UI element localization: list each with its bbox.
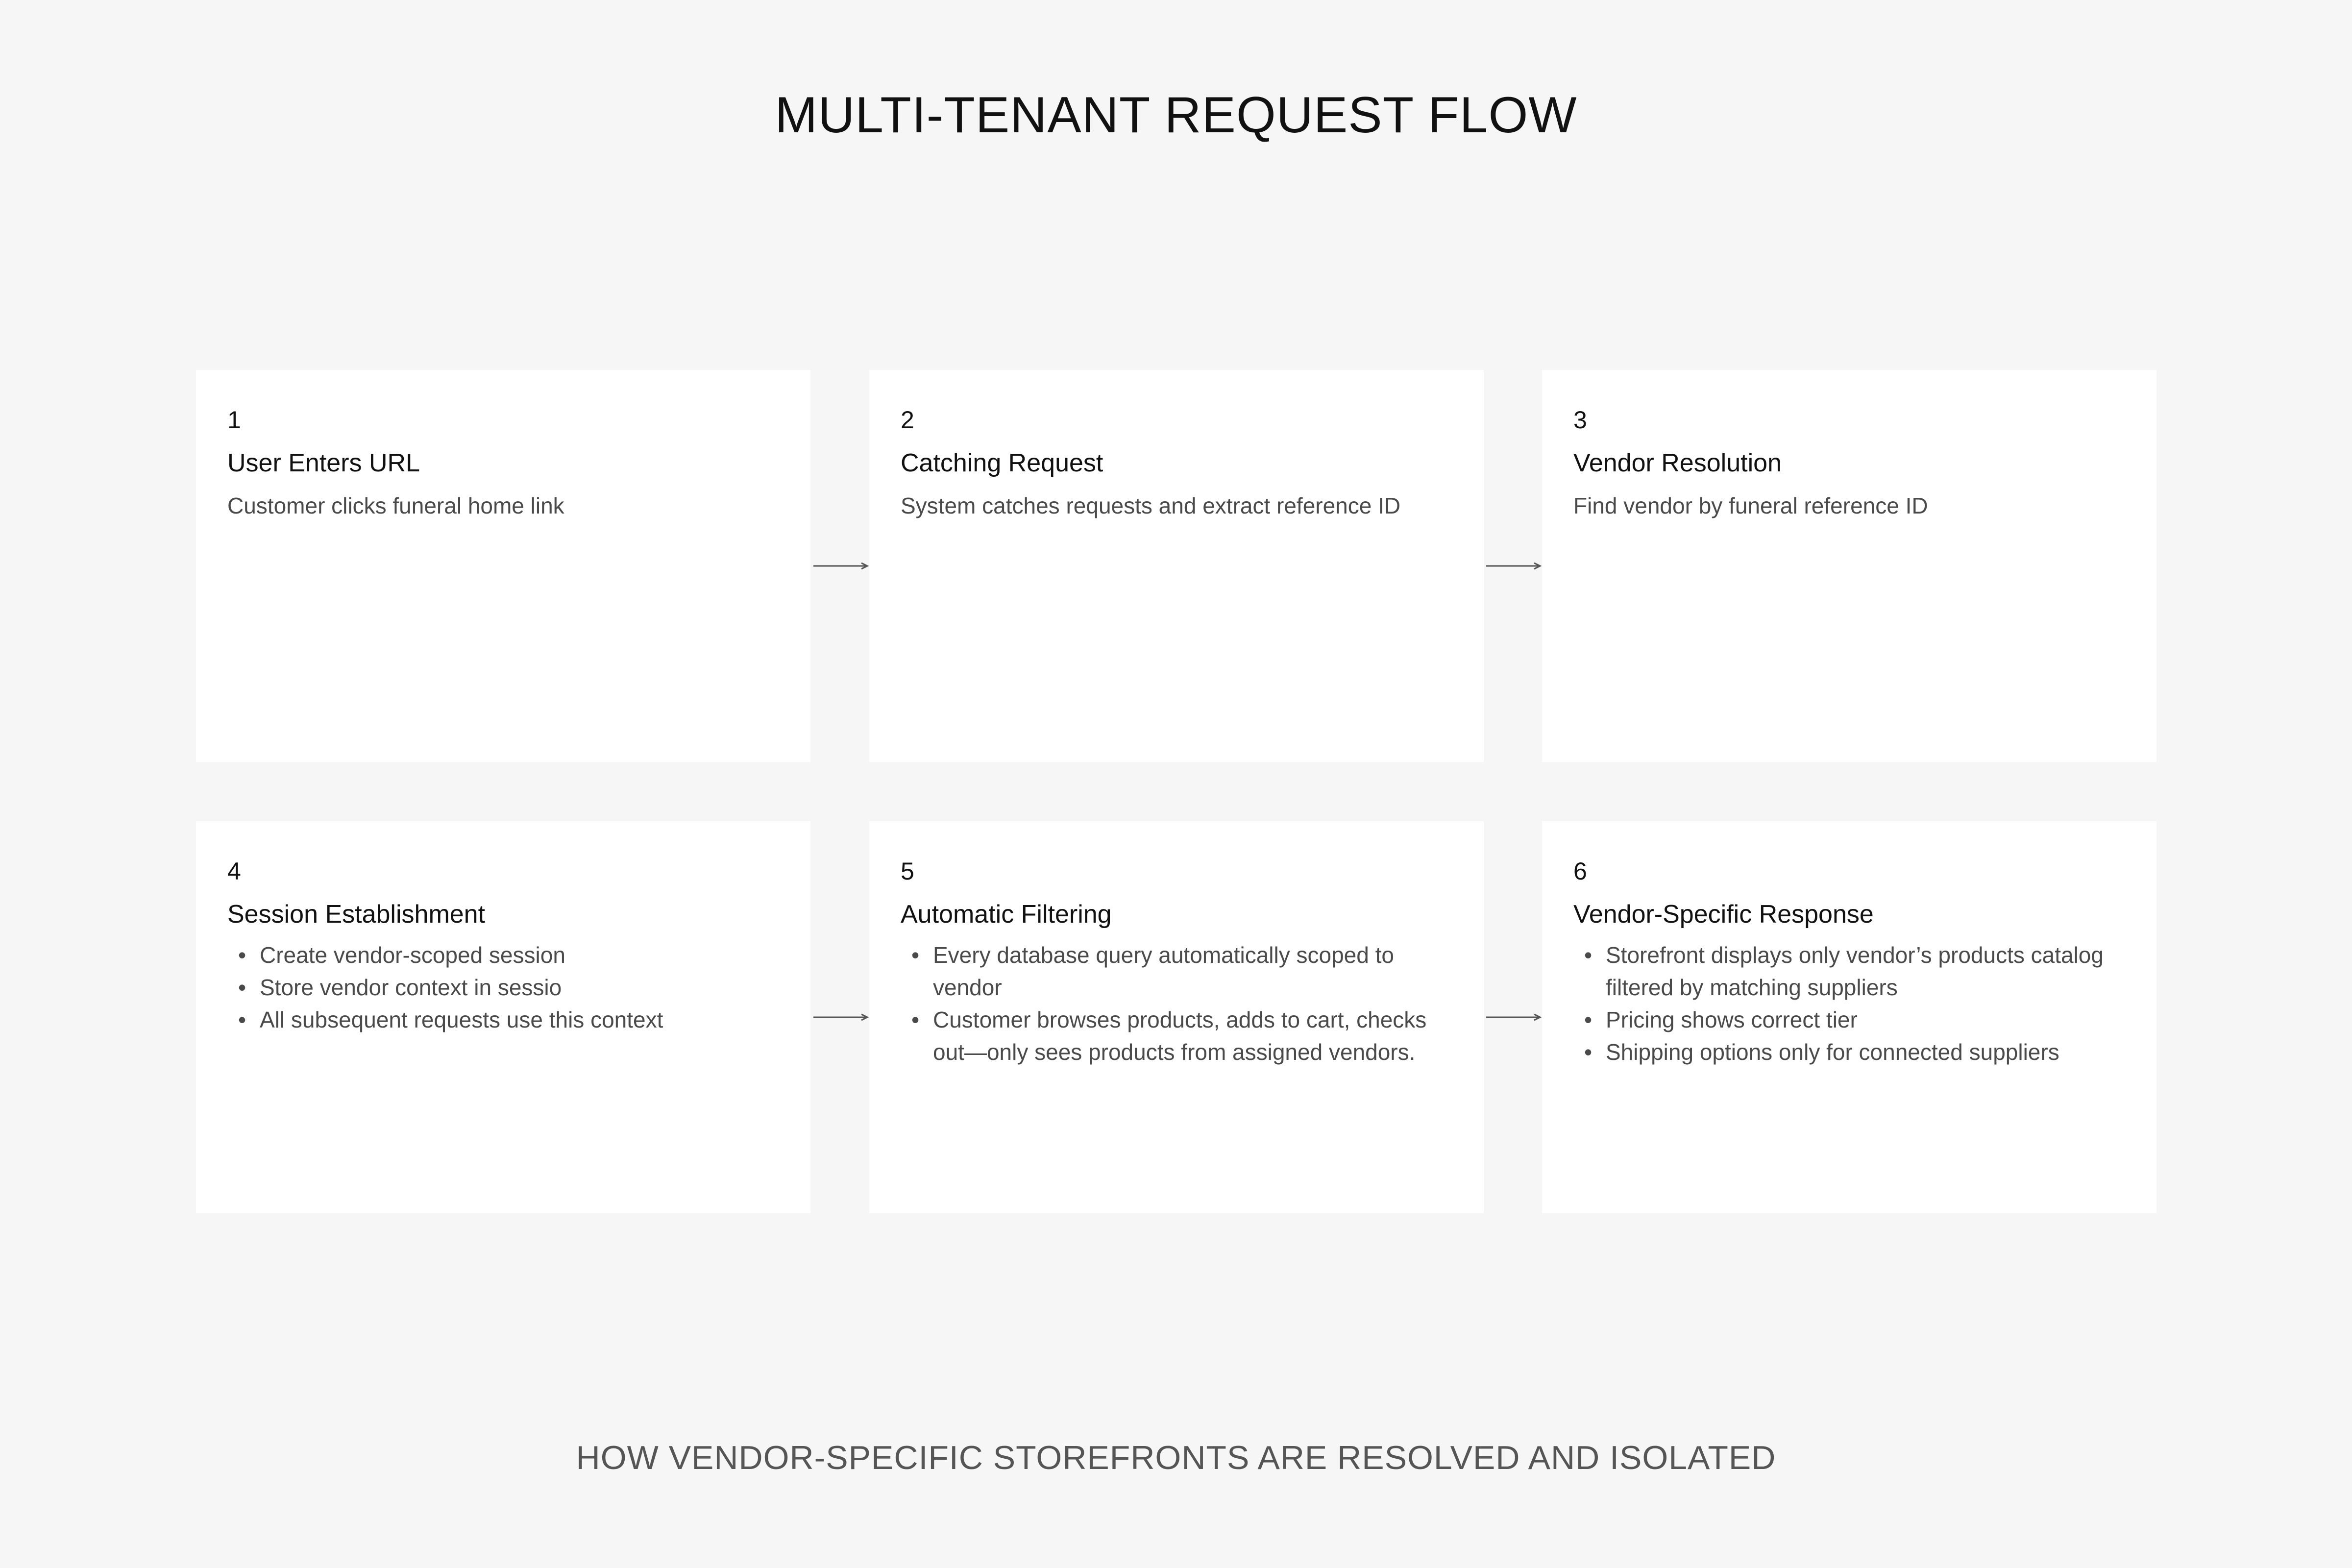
step-description: Find vendor by funeral reference ID xyxy=(1573,493,1928,518)
step-title: Vendor Resolution xyxy=(1573,449,1782,477)
arrow-right-icon xyxy=(812,1012,869,1022)
step-title: User Enters URL xyxy=(227,449,420,477)
step-card-3 xyxy=(1542,370,2156,762)
step-bullet: • Every database query automatically scoped to vendor xyxy=(901,939,1452,1004)
step-bullet-list xyxy=(901,939,1452,1068)
diagram-subtitle: HOW VENDOR-SPECIFIC STOREFRONTS ARE RESOLVED AND ISOLATED xyxy=(576,1439,1776,1476)
step-number: 1 xyxy=(227,406,241,434)
step-number: 5 xyxy=(901,858,914,885)
step-bullet: • All subsequent requests use this context xyxy=(227,1004,779,1036)
arrow-right-icon xyxy=(812,561,869,571)
step-number: 2 xyxy=(901,406,914,434)
step-description: Customer clicks funeral home link xyxy=(227,493,564,518)
step-card-6 xyxy=(1542,821,2156,1213)
step-title: Automatic Filtering xyxy=(901,900,1112,929)
step-number: 6 xyxy=(1573,858,1587,885)
step-card-1 xyxy=(196,370,810,762)
step-card-4 xyxy=(196,821,810,1213)
step-bullet-list xyxy=(227,939,779,1036)
step-title: Session Establishment xyxy=(227,900,486,929)
step-title: Vendor-Specific Response xyxy=(1573,900,1874,929)
step-bullet: • Shipping options only for connected suppliers xyxy=(1573,1036,2125,1068)
diagram-title: MULTI-TENANT REQUEST FLOW xyxy=(775,87,1577,144)
step-bullet: • Customer browses products, adds to cart, checks out—only sees products from assigned vendors. xyxy=(901,1004,1452,1068)
step-bullet: • Pricing shows correct tier xyxy=(1573,1004,2125,1036)
step-card-5 xyxy=(869,821,1484,1213)
step-bullet-list xyxy=(1573,939,2125,1068)
step-description: System catches requests and extract reference ID xyxy=(901,493,1401,518)
arrow-right-icon xyxy=(1485,561,1542,571)
step-bullet: • Create vendor-scoped session xyxy=(227,939,779,971)
step-number: 3 xyxy=(1573,406,1587,434)
step-bullet: • Storefront displays only vendor’s products catalog filtered by matching suppliers xyxy=(1573,939,2125,1004)
step-bullet: • Store vendor context in sessio xyxy=(227,971,779,1004)
step-number: 4 xyxy=(227,858,241,885)
step-title: Catching Request xyxy=(901,449,1103,477)
step-card-2 xyxy=(869,370,1484,762)
arrow-right-icon xyxy=(1485,1012,1542,1022)
